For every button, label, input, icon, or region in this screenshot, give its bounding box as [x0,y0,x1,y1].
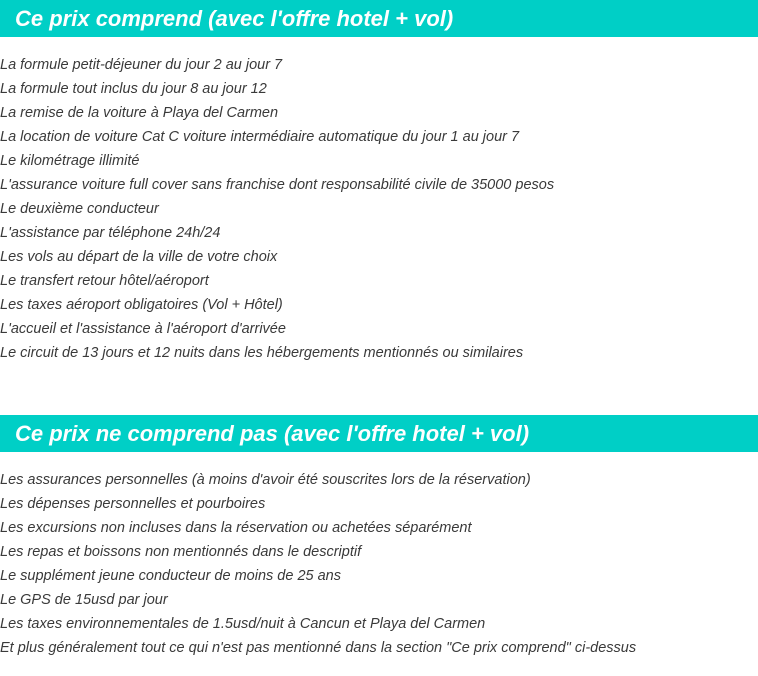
list-item: La location de voiture Cat C voiture intermédiaire automatique du jour 1 au jour 7 [0,129,520,145]
list-item: Le transfert retour hôtel/aéroport [0,273,209,289]
list-item: Les vols au départ de la ville de votre choix [0,249,278,265]
excluded-title: Ce prix ne comprend pas (avec l'offre hotel + vol) [15,421,530,446]
list-item: Les excursions non incluses dans la réservation ou achetées séparément [0,520,472,536]
excluded-list [0,468,758,660]
list-item: Les assurances personnelles (à moins d'avoir été souscrites lors de la réservation) [0,472,531,488]
list-item: La remise de la voiture à Playa del Carmen [0,105,279,121]
included-banner [0,0,758,37]
list-item: Les dépenses personnelles et pourboires [0,496,266,512]
list-item: Le deuxième conducteur [0,201,159,217]
list-item: L'accueil et l'assistance à l'aéroport d'arrivée [0,321,286,337]
list-item: Les repas et boissons non mentionnés dans le descriptif [0,544,362,560]
list-item: La formule petit-déjeuner du jour 2 au jour 7 [0,57,283,73]
included-list [0,53,758,365]
list-item: La formule tout inclus du jour 8 au jour 12 [0,81,267,97]
excluded-section [0,415,758,660]
list-item: L'assistance par téléphone 24h/24 [0,225,221,241]
list-item: Le circuit de 13 jours et 12 nuits dans les hébergements mentionnés ou similaires [0,345,524,361]
included-title: Ce prix comprend (avec l'offre hotel + vol) [15,6,454,31]
list-item: Les taxes aéroport obligatoires (Vol + Hôtel) [0,297,283,313]
list-item: Les taxes environnementales de 1.5usd/nuit à Cancun et Playa del Carmen [0,616,486,632]
list-item: Et plus généralement tout ce qui n'est pas mentionné dans la section "Ce prix comprend" ci-dessus [0,640,637,656]
excluded-banner [0,415,758,452]
list-item: Le GPS de 15usd par jour [0,592,168,608]
list-item: Le kilométrage illimité [0,153,140,169]
list-item: Le supplément jeune conducteur de moins de 25 ans [0,568,341,584]
list-item: L'assurance voiture full cover sans franchise dont responsabilité civile de 35000 pesos [0,177,555,193]
